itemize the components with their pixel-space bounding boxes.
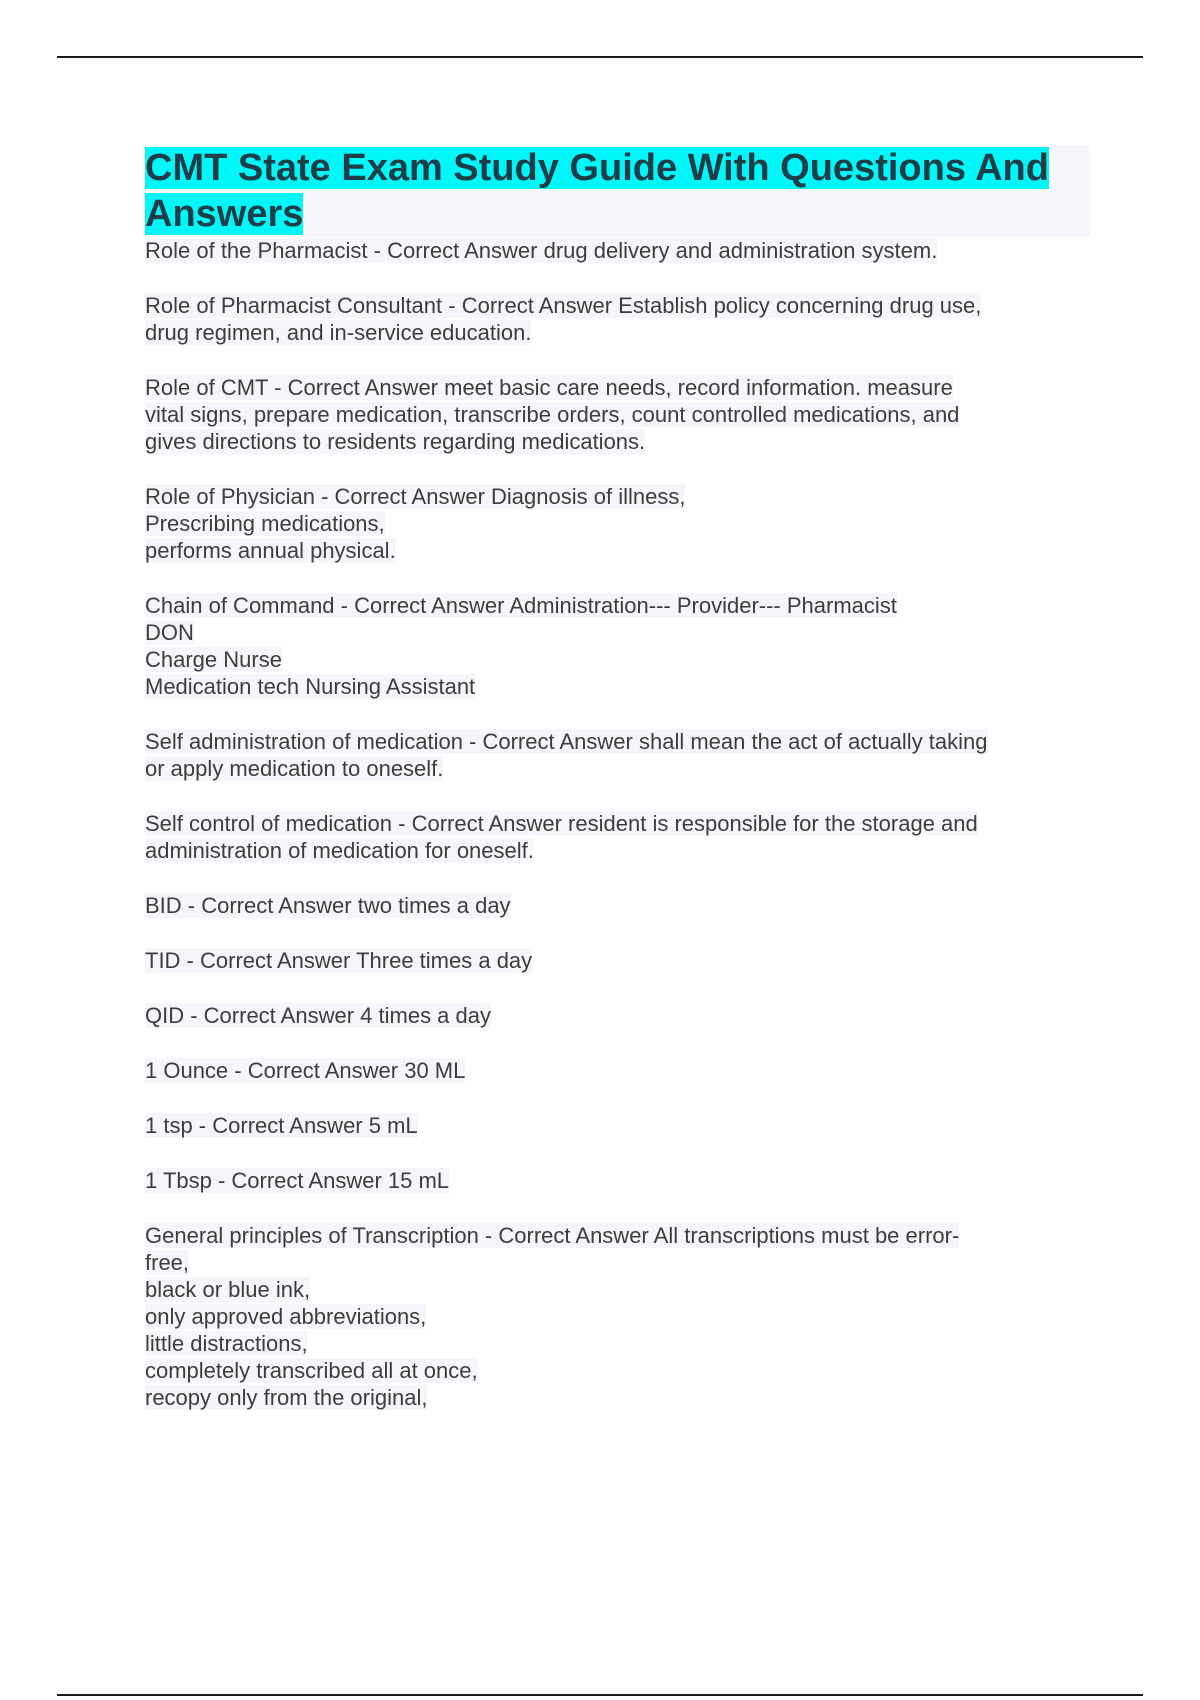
title-text: CMT State Exam Study Guide With Questions And Answers xyxy=(145,147,1049,235)
qa-line xyxy=(145,646,1090,673)
qa-item xyxy=(145,483,1090,564)
qa-line xyxy=(145,1249,1090,1276)
qa-line-text: BID - Correct Answer two times a day xyxy=(145,893,511,918)
qa-line xyxy=(145,1167,1090,1194)
qa-line-text: free, xyxy=(145,1250,190,1275)
qa-line xyxy=(145,1057,1090,1084)
qa-line xyxy=(145,619,1090,646)
qa-line xyxy=(145,837,1090,864)
qa-line-text: drug regimen, and in-service education. xyxy=(145,320,532,345)
qa-line xyxy=(145,728,1090,755)
document-title xyxy=(145,145,1090,237)
qa-line xyxy=(145,401,1090,428)
qa-line xyxy=(145,237,1090,264)
qa-line xyxy=(145,592,1090,619)
qa-line xyxy=(145,292,1090,319)
qa-line-text: Charge Nurse xyxy=(145,647,282,672)
qa-line xyxy=(145,1384,1090,1411)
qa-item xyxy=(145,1167,1090,1194)
qa-item xyxy=(145,592,1090,700)
qa-item xyxy=(145,292,1090,346)
qa-line xyxy=(145,947,1090,974)
qa-line xyxy=(145,1002,1090,1029)
qa-item xyxy=(145,237,1090,264)
qa-item xyxy=(145,810,1090,864)
qa-line xyxy=(145,1357,1090,1384)
qa-line-text: TID - Correct Answer Three times a day xyxy=(145,948,533,973)
qa-line-text: completely transcribed all at once, xyxy=(145,1358,478,1383)
qa-item xyxy=(145,1112,1090,1139)
qa-line xyxy=(145,1112,1090,1139)
qa-line xyxy=(145,892,1090,919)
qa-line-text: Medication tech Nursing Assistant xyxy=(145,674,476,699)
qa-item xyxy=(145,1002,1090,1029)
qa-line-text: black or blue ink, xyxy=(145,1277,311,1302)
qa-item xyxy=(145,1057,1090,1084)
qa-line xyxy=(145,673,1090,700)
qa-line-text: 1 Ounce - Correct Answer 30 ML xyxy=(145,1058,466,1083)
document-body xyxy=(145,145,1090,1439)
qa-line-text: performs annual physical. xyxy=(145,538,396,563)
qa-line xyxy=(145,755,1090,782)
qa-line-text: 1 tsp - Correct Answer 5 mL xyxy=(145,1113,418,1138)
bottom-rule xyxy=(57,1694,1143,1696)
qa-item xyxy=(145,947,1090,974)
qa-line xyxy=(145,537,1090,564)
qa-line-text: Prescribing medications, xyxy=(145,511,385,536)
qa-line-text: only approved abbreviations, xyxy=(145,1304,427,1329)
qa-line-text: Chain of Command - Correct Answer Administration--- Provider--- Pharmacist xyxy=(145,593,897,618)
qa-line xyxy=(145,428,1090,455)
qa-line xyxy=(145,1222,1090,1249)
title-block xyxy=(145,145,1090,237)
qa-line xyxy=(145,1276,1090,1303)
qa-item xyxy=(145,728,1090,782)
qa-item xyxy=(145,892,1090,919)
qa-line-text: Role of Physician - Correct Answer Diagnosis of illness, xyxy=(145,484,686,509)
qa-line xyxy=(145,319,1090,346)
qa-line-text: administration of medication for oneself. xyxy=(145,838,534,863)
qa-line xyxy=(145,810,1090,837)
qa-line-text: little distractions, xyxy=(145,1331,308,1356)
top-rule xyxy=(57,56,1143,58)
qa-list xyxy=(145,237,1090,1411)
qa-line-text: General principles of Transcription - Correct Answer All transcriptions must be error- xyxy=(145,1223,960,1248)
qa-line xyxy=(145,1330,1090,1357)
qa-line-text: recopy only from the original, xyxy=(145,1385,428,1410)
qa-line-text: DON xyxy=(145,620,194,645)
qa-line xyxy=(145,1303,1090,1330)
qa-line xyxy=(145,374,1090,401)
qa-line-text: or apply medication to oneself. xyxy=(145,756,444,781)
qa-item xyxy=(145,1222,1090,1411)
qa-line xyxy=(145,510,1090,537)
qa-line xyxy=(145,483,1090,510)
qa-line-text: Role of the Pharmacist - Correct Answer drug delivery and administration system. xyxy=(145,238,938,263)
qa-line-text: 1 Tbsp - Correct Answer 15 mL xyxy=(145,1168,450,1193)
qa-line-text: vital signs, prepare medication, transcribe orders, count controlled medications, and xyxy=(145,402,960,427)
qa-line-text: Self administration of medication - Correct Answer shall mean the act of actually taking xyxy=(145,729,988,754)
qa-line-text: Role of Pharmacist Consultant - Correct Answer Establish policy concerning drug use, xyxy=(145,293,982,318)
qa-line-text: Self control of medication - Correct Answer resident is responsible for the storage and xyxy=(145,811,978,836)
qa-line-text: gives directions to residents regarding medications. xyxy=(145,429,646,454)
qa-line-text: QID - Correct Answer 4 times a day xyxy=(145,1003,491,1028)
qa-line-text: Role of CMT - Correct Answer meet basic care needs, record information. measure xyxy=(145,375,953,400)
qa-item xyxy=(145,374,1090,455)
